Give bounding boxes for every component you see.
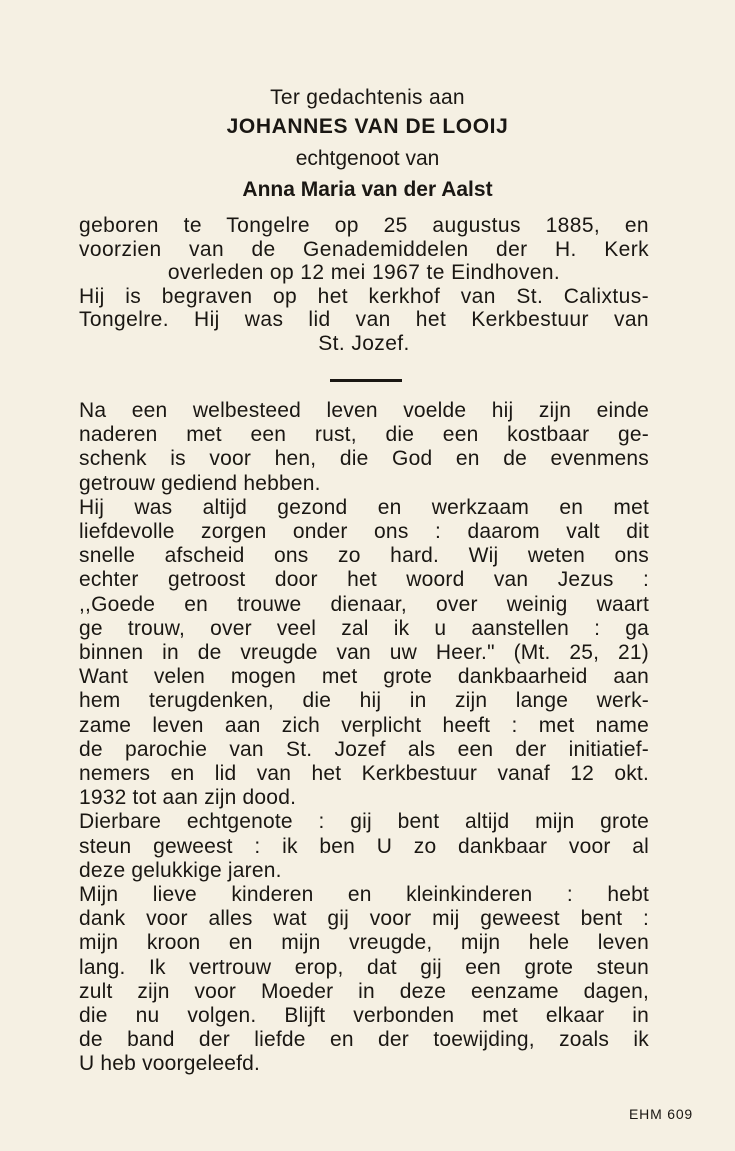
text-line: naderen met een rust, die een kostbaar ge- bbox=[79, 423, 649, 447]
text-line: zame leven aan zich verplicht heeft : met name bbox=[79, 713, 649, 737]
text-line: ,,Goede en trouwe dienaar, over weinig waart bbox=[79, 592, 649, 616]
text-line: snelle afscheid ons zo hard. Wij weten ons bbox=[79, 544, 649, 568]
text-line: Mijn lieve kinderen en kleinkinderen : hebt bbox=[79, 883, 649, 907]
intro-line: Hij is begraven op het kerkhof van St. Calixtus- bbox=[79, 284, 649, 308]
intro-line: overleden op 12 mei 1967 te Eindhoven. bbox=[167, 261, 561, 284]
text-line: U heb voorgeleefd. bbox=[79, 1052, 261, 1076]
intro-line: Tongelre. Hij was lid van het Kerkbestuur van bbox=[79, 308, 649, 331]
text-line: steun geweest : ik ben U zo dankbaar voor al bbox=[79, 834, 649, 858]
text-line: lang. Ik vertrouw erop, dat gij een grote steun bbox=[79, 955, 649, 979]
text-line: deze gelukkige jaren. bbox=[79, 858, 282, 882]
text-line: mijn kroon en mijn vreugde, mijn hele leven bbox=[79, 931, 649, 955]
section-divider bbox=[330, 379, 402, 382]
intro-line: St. Jozef. bbox=[318, 331, 410, 355]
text-line: Na een welbesteed leven voelde hij zijn einde bbox=[79, 399, 649, 422]
text-line: Dierbare echtgenote : gij bent altijd mijn grote bbox=[79, 810, 649, 834]
intro-line: voorzien van de Genademiddelen der H. Kerk bbox=[79, 237, 649, 261]
dedication-line: Ter gedachtenis aan bbox=[270, 86, 465, 109]
intro-line: geboren te Tongelre op 25 augustus 1885, en bbox=[79, 214, 649, 237]
text-line: binnen in de vreugde van uw Heer." (Mt. 25, 21) bbox=[79, 641, 649, 665]
text-line: de band der liefde en der toewijding, zoals ik bbox=[79, 1028, 649, 1052]
text-line: zult zijn voor Moeder in deze eenzame dagen, bbox=[79, 979, 649, 1003]
text-line: Want velen mogen met grote dankbaarheid aan bbox=[79, 665, 649, 689]
text-line: getrouw gediend hebben. bbox=[79, 471, 321, 495]
text-line: ge trouw, over veel zal ik u aanstellen : ga bbox=[79, 616, 649, 640]
biographical-details bbox=[79, 214, 649, 355]
text-line: 1932 tot aan zijn dood. bbox=[79, 786, 297, 810]
text-line: hem terugdenken, die hij in zijn lange werk- bbox=[79, 689, 649, 713]
text-line: die nu volgen. Blijft verbonden met elkaar in bbox=[79, 1004, 649, 1028]
text-line: schenk is voor hen, die God en de evenmens bbox=[79, 447, 649, 471]
text-line: Hij was altijd gezond en werkzaam en met bbox=[79, 495, 649, 519]
memorial-text bbox=[79, 399, 649, 1077]
card-header bbox=[0, 84, 735, 205]
text-line: liefdevolle zorgen onder ons : daarom valt dit bbox=[79, 520, 649, 544]
spouse-relation-line: echtgenoot van bbox=[295, 147, 440, 170]
print-code: EHM 609 bbox=[629, 1106, 693, 1122]
text-line: nemers en lid van het Kerkbestuur vanaf 12 okt. bbox=[79, 762, 649, 786]
text-line: de parochie van St. Jozef als een der initiatief- bbox=[79, 737, 649, 761]
deceased-name: JOHANNES VAN DE LOOIJ bbox=[226, 115, 509, 138]
spouse-name: Anna Maria van der Aalst bbox=[242, 178, 493, 201]
text-line: dank voor alles wat gij voor mij geweest bent : bbox=[79, 907, 649, 931]
text-line: echter getroost door het woord van Jezus : bbox=[79, 568, 649, 592]
